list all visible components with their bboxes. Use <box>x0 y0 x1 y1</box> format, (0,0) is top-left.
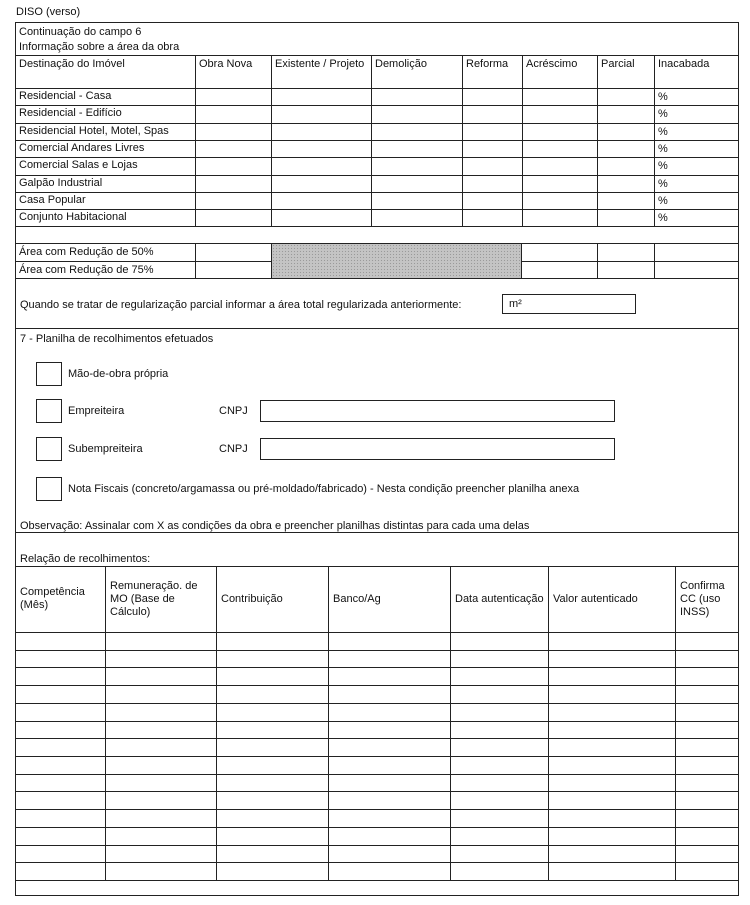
area-cell[interactable] <box>597 140 654 157</box>
area-cell[interactable] <box>654 157 739 174</box>
percent-sign: % <box>658 91 668 103</box>
payments-cell[interactable] <box>675 827 739 845</box>
payments-cell[interactable] <box>15 827 105 845</box>
payments-column-divider <box>216 566 217 880</box>
payments-cell[interactable] <box>216 827 328 845</box>
percent-sign: % <box>658 194 668 207</box>
area-cell[interactable] <box>371 175 462 192</box>
payments-cell[interactable] <box>450 774 548 792</box>
area-cell[interactable] <box>597 192 654 209</box>
reduction-column-divider <box>654 243 655 278</box>
area-cell[interactable] <box>462 88 522 105</box>
payments-column-header-text: Contribuição <box>221 592 283 605</box>
area-cell[interactable] <box>522 123 597 140</box>
invoices-label: Nota Fiscais (concreto/argamassa ou pré-moldado/fabricado) - Nesta condição preencher planilha anexa <box>68 483 580 495</box>
reduction-column-divider <box>597 243 598 278</box>
payments-cell[interactable] <box>328 650 450 668</box>
area-cell[interactable] <box>597 123 654 140</box>
payments-cell[interactable] <box>450 809 548 827</box>
payments-column-divider <box>548 566 549 880</box>
area-cell[interactable] <box>371 123 462 140</box>
area-row-label: Casa Popular <box>19 193 86 206</box>
payments-cell[interactable] <box>675 667 739 685</box>
contractor-cnpj-label: CNPJ <box>219 405 248 417</box>
section7-divider <box>15 328 739 329</box>
payments-cell[interactable] <box>548 809 675 827</box>
contractor-cnpj-field[interactable] <box>260 400 615 422</box>
payments-cell[interactable] <box>105 632 216 650</box>
payments-cell[interactable] <box>450 667 548 685</box>
area-cell[interactable] <box>371 192 462 209</box>
payments-cell[interactable] <box>675 721 739 739</box>
area-row-label: Residencial - Edifício <box>19 107 122 120</box>
payments-cell[interactable] <box>328 756 450 774</box>
area-info-label: Informação sobre a área da obra <box>19 41 180 53</box>
payments-cell[interactable] <box>15 721 105 739</box>
shaded-disabled-area <box>272 244 521 278</box>
square-meter-unit: m² <box>509 298 522 310</box>
payments-cell[interactable] <box>548 827 675 845</box>
payments-cell[interactable] <box>450 685 548 703</box>
payments-cell[interactable] <box>675 845 739 863</box>
area-cell[interactable] <box>371 140 462 157</box>
payments-cell[interactable] <box>105 721 216 739</box>
area-column-divider <box>271 55 272 226</box>
payments-cell[interactable] <box>675 809 739 827</box>
payments-cell[interactable] <box>548 703 675 721</box>
payments-column-header-text: Confirma CC (uso INSS) <box>680 579 725 618</box>
payments-cell[interactable] <box>216 721 328 739</box>
payments-cell[interactable] <box>328 827 450 845</box>
area-cell[interactable] <box>195 88 271 105</box>
payments-cell[interactable] <box>548 774 675 792</box>
area-cell[interactable] <box>522 140 597 157</box>
area-cell[interactable] <box>271 140 371 157</box>
payments-row-divider <box>15 880 739 881</box>
payments-cell[interactable] <box>15 685 105 703</box>
area-row-label: Comercial Andares Livres <box>19 141 145 154</box>
payments-cell[interactable] <box>105 845 216 863</box>
area-cell[interactable] <box>462 157 522 174</box>
area-cell[interactable] <box>195 175 271 192</box>
contractor-checkbox[interactable] <box>36 399 62 423</box>
area-cell[interactable] <box>522 88 597 105</box>
area-cell[interactable] <box>462 140 522 157</box>
payments-column-header <box>20 566 102 632</box>
payments-column-divider <box>328 566 329 880</box>
area-cell[interactable] <box>271 192 371 209</box>
area-cell[interactable] <box>654 88 739 105</box>
area-column-divider <box>654 55 655 226</box>
payments-cell[interactable] <box>216 809 328 827</box>
page-title: DISO (verso) <box>16 6 81 18</box>
payments-column-header <box>455 566 545 632</box>
payments-cell[interactable] <box>105 685 216 703</box>
reduction-row-divider <box>15 278 739 279</box>
area-row-label: Galpão Industrial <box>19 176 103 189</box>
area-row-label: Conjunto Habitacional <box>19 211 127 224</box>
payments-cell[interactable] <box>675 756 739 774</box>
area-cell[interactable] <box>195 157 271 174</box>
payments-cell[interactable] <box>450 721 548 739</box>
payments-cell[interactable] <box>328 667 450 685</box>
area-column-divider <box>522 55 523 226</box>
payments-cell[interactable] <box>216 845 328 863</box>
payments-cell[interactable] <box>548 862 675 880</box>
reduction-column-divider <box>271 243 272 278</box>
area-column-header: Existente / Projeto <box>275 58 365 70</box>
payments-cell[interactable] <box>15 703 105 721</box>
payments-cell[interactable] <box>548 845 675 863</box>
subcontractor-cnpj-field[interactable] <box>260 438 615 460</box>
area-cell[interactable] <box>195 209 271 226</box>
area-column-header: Inacabada <box>658 58 710 70</box>
area-cell[interactable] <box>522 209 597 226</box>
area-cell[interactable] <box>654 123 739 140</box>
payments-cell[interactable] <box>216 738 328 756</box>
area-cell[interactable] <box>597 88 654 105</box>
observation-text: Observação: Assinalar com X as condições da obra e preencher planilhas distintas para cada uma delas <box>20 520 530 532</box>
area-cell[interactable] <box>271 209 371 226</box>
area-cell[interactable] <box>654 140 739 157</box>
percent-sign: % <box>658 177 668 190</box>
payments-cell[interactable] <box>15 809 105 827</box>
area-row-label: Residencial Hotel, Motel, Spas <box>19 124 169 137</box>
area-cell[interactable] <box>597 175 654 192</box>
payments-column-header-text: Remuneração. de MO (Base de Cálculo) <box>110 579 198 618</box>
payments-cell[interactable] <box>15 791 105 809</box>
payments-cell[interactable] <box>328 721 450 739</box>
reduction-row-label: Área com Redução de 50% <box>19 246 154 258</box>
area-cell[interactable] <box>522 175 597 192</box>
invoices-checkbox[interactable] <box>36 477 62 501</box>
area-row-label: Comercial Salas e Lojas <box>19 159 138 172</box>
payments-cell[interactable] <box>675 738 739 756</box>
payments-cell[interactable] <box>216 650 328 668</box>
payments-cell[interactable] <box>105 667 216 685</box>
payments-cell[interactable] <box>675 632 739 650</box>
payments-cell[interactable] <box>328 845 450 863</box>
payments-cell[interactable] <box>328 703 450 721</box>
payments-cell[interactable] <box>15 845 105 863</box>
area-cell[interactable] <box>522 105 597 122</box>
payments-cell[interactable] <box>548 650 675 668</box>
area-cell[interactable] <box>597 157 654 174</box>
payments-cell[interactable] <box>328 685 450 703</box>
area-column-divider <box>597 55 598 226</box>
own-labor-label: Mão-de-obra própria <box>68 368 169 380</box>
payments-cell[interactable] <box>15 862 105 880</box>
payments-cell[interactable] <box>675 685 739 703</box>
area-cell[interactable] <box>271 105 371 122</box>
area-cell[interactable] <box>597 209 654 226</box>
area-row-divider <box>15 226 739 227</box>
regularization-area-field[interactable] <box>502 294 636 314</box>
payments-cell[interactable] <box>675 774 739 792</box>
payments-cell[interactable] <box>548 685 675 703</box>
payments-column-header <box>110 566 213 632</box>
payments-cell[interactable] <box>15 756 105 774</box>
area-cell[interactable] <box>195 140 271 157</box>
payments-cell[interactable] <box>105 756 216 774</box>
payments-cell[interactable] <box>548 756 675 774</box>
payments-cell[interactable] <box>105 650 216 668</box>
payments-cell[interactable] <box>15 667 105 685</box>
payments-column-header-text: Data autenticação <box>455 592 544 605</box>
area-cell[interactable] <box>462 209 522 226</box>
area-cell[interactable] <box>195 105 271 122</box>
area-cell[interactable] <box>462 123 522 140</box>
percent-sign: % <box>658 125 668 138</box>
payments-column-divider <box>105 566 106 880</box>
payments-cell[interactable] <box>450 703 548 721</box>
payments-column-header <box>680 566 736 632</box>
payments-cell[interactable] <box>216 667 328 685</box>
area-cell[interactable] <box>522 157 597 174</box>
area-column-header: Destinação do Imóvel <box>19 58 125 70</box>
payments-cell[interactable] <box>450 845 548 863</box>
payments-cell[interactable] <box>216 791 328 809</box>
area-cell[interactable] <box>371 157 462 174</box>
continuation-label: Continuação do campo 6 <box>19 26 142 38</box>
payments-column-header-text: Banco/Ag <box>333 592 381 605</box>
area-column-divider <box>195 55 196 226</box>
subcontractor-label: Subempreiteira <box>68 443 143 455</box>
area-cell[interactable] <box>462 175 522 192</box>
payments-column-divider <box>450 566 451 880</box>
area-column-header: Demolição <box>375 58 427 70</box>
area-cell[interactable] <box>654 105 739 122</box>
payments-cell[interactable] <box>105 827 216 845</box>
payments-cell[interactable] <box>216 685 328 703</box>
area-cell[interactable] <box>371 105 462 122</box>
payments-cell[interactable] <box>450 650 548 668</box>
area-cell[interactable] <box>654 192 739 209</box>
section7-title: 7 - Planilha de recolhimentos efetuados <box>20 333 214 345</box>
percent-sign: % <box>658 108 668 121</box>
area-column-header: Obra Nova <box>199 58 253 70</box>
area-cell[interactable] <box>371 209 462 226</box>
reduction-column-divider <box>195 243 196 278</box>
payments-cell[interactable] <box>105 738 216 756</box>
payments-cell[interactable] <box>105 809 216 827</box>
area-cell[interactable] <box>271 88 371 105</box>
payments-cell[interactable] <box>548 738 675 756</box>
area-cell[interactable] <box>654 175 739 192</box>
area-column-header: Parcial <box>601 58 635 70</box>
area-column-divider <box>462 55 463 226</box>
payments-cell[interactable] <box>675 791 739 809</box>
payments-cell[interactable] <box>328 738 450 756</box>
area-cell[interactable] <box>271 123 371 140</box>
payments-cell[interactable] <box>328 809 450 827</box>
payments-cell[interactable] <box>328 774 450 792</box>
regularization-text: Quando se tratar de regularização parcial informar a área total regularizada anteriormente: <box>20 299 462 311</box>
payments-cell[interactable] <box>15 738 105 756</box>
payments-cell[interactable] <box>216 756 328 774</box>
subcontractor-cnpj-label: CNPJ <box>219 443 248 455</box>
payments-column-header-text: Competência (Mês) <box>20 586 85 611</box>
payments-cell[interactable] <box>105 703 216 721</box>
section6-divider <box>15 55 739 56</box>
contractor-label: Empreiteira <box>68 405 125 417</box>
area-cell[interactable] <box>195 123 271 140</box>
payments-cell[interactable] <box>15 650 105 668</box>
payments-cell[interactable] <box>15 774 105 792</box>
area-column-divider <box>371 55 372 226</box>
area-cell[interactable] <box>195 192 271 209</box>
area-cell[interactable] <box>271 175 371 192</box>
area-cell[interactable] <box>654 209 739 226</box>
payments-cell[interactable] <box>675 703 739 721</box>
area-cell[interactable] <box>462 105 522 122</box>
payments-cell[interactable] <box>450 827 548 845</box>
payments-cell[interactable] <box>450 791 548 809</box>
payments-cell[interactable] <box>328 862 450 880</box>
payments-cell[interactable] <box>450 738 548 756</box>
payments-cell[interactable] <box>548 667 675 685</box>
area-cell[interactable] <box>371 88 462 105</box>
reduction-column-divider <box>521 243 522 278</box>
area-column-header: Reforma <box>466 58 509 70</box>
area-cell[interactable] <box>522 192 597 209</box>
payments-cell[interactable] <box>328 632 450 650</box>
payments-cell[interactable] <box>450 756 548 774</box>
payments-cell[interactable] <box>105 791 216 809</box>
payments-column-divider <box>675 566 676 880</box>
area-cell[interactable] <box>462 192 522 209</box>
payments-cell[interactable] <box>548 791 675 809</box>
payments-cell[interactable] <box>216 632 328 650</box>
payments-cell[interactable] <box>675 650 739 668</box>
payments-column-header <box>333 566 447 632</box>
area-column-header: Acréscimo <box>526 58 578 70</box>
area-row-label: Residencial - Casa <box>19 90 112 102</box>
payments-cell[interactable] <box>548 721 675 739</box>
payments-cell[interactable] <box>675 862 739 880</box>
payments-cell[interactable] <box>328 791 450 809</box>
percent-sign: % <box>658 212 668 225</box>
payments-cell[interactable] <box>105 862 216 880</box>
payments-cell[interactable] <box>450 862 548 880</box>
percent-sign: % <box>658 160 668 173</box>
payments-cell[interactable] <box>15 632 105 650</box>
payments-cell[interactable] <box>216 862 328 880</box>
payments-cell[interactable] <box>105 774 216 792</box>
payments-cell[interactable] <box>548 632 675 650</box>
payments-cell[interactable] <box>450 632 548 650</box>
payments-column-header <box>221 566 325 632</box>
payments-cell[interactable] <box>216 703 328 721</box>
payments-cell[interactable] <box>216 774 328 792</box>
subcontractor-checkbox[interactable] <box>36 437 62 461</box>
percent-sign: % <box>658 142 668 155</box>
own-labor-checkbox[interactable] <box>36 362 62 386</box>
payments-column-header <box>553 566 672 632</box>
area-cell[interactable] <box>271 157 371 174</box>
reduction-row-label: Área com Redução de 75% <box>19 264 154 276</box>
area-cell[interactable] <box>597 105 654 122</box>
payments-column-header-text: Valor autenticado <box>553 592 638 605</box>
payments-title: Relação de recolhimentos: <box>20 553 151 565</box>
